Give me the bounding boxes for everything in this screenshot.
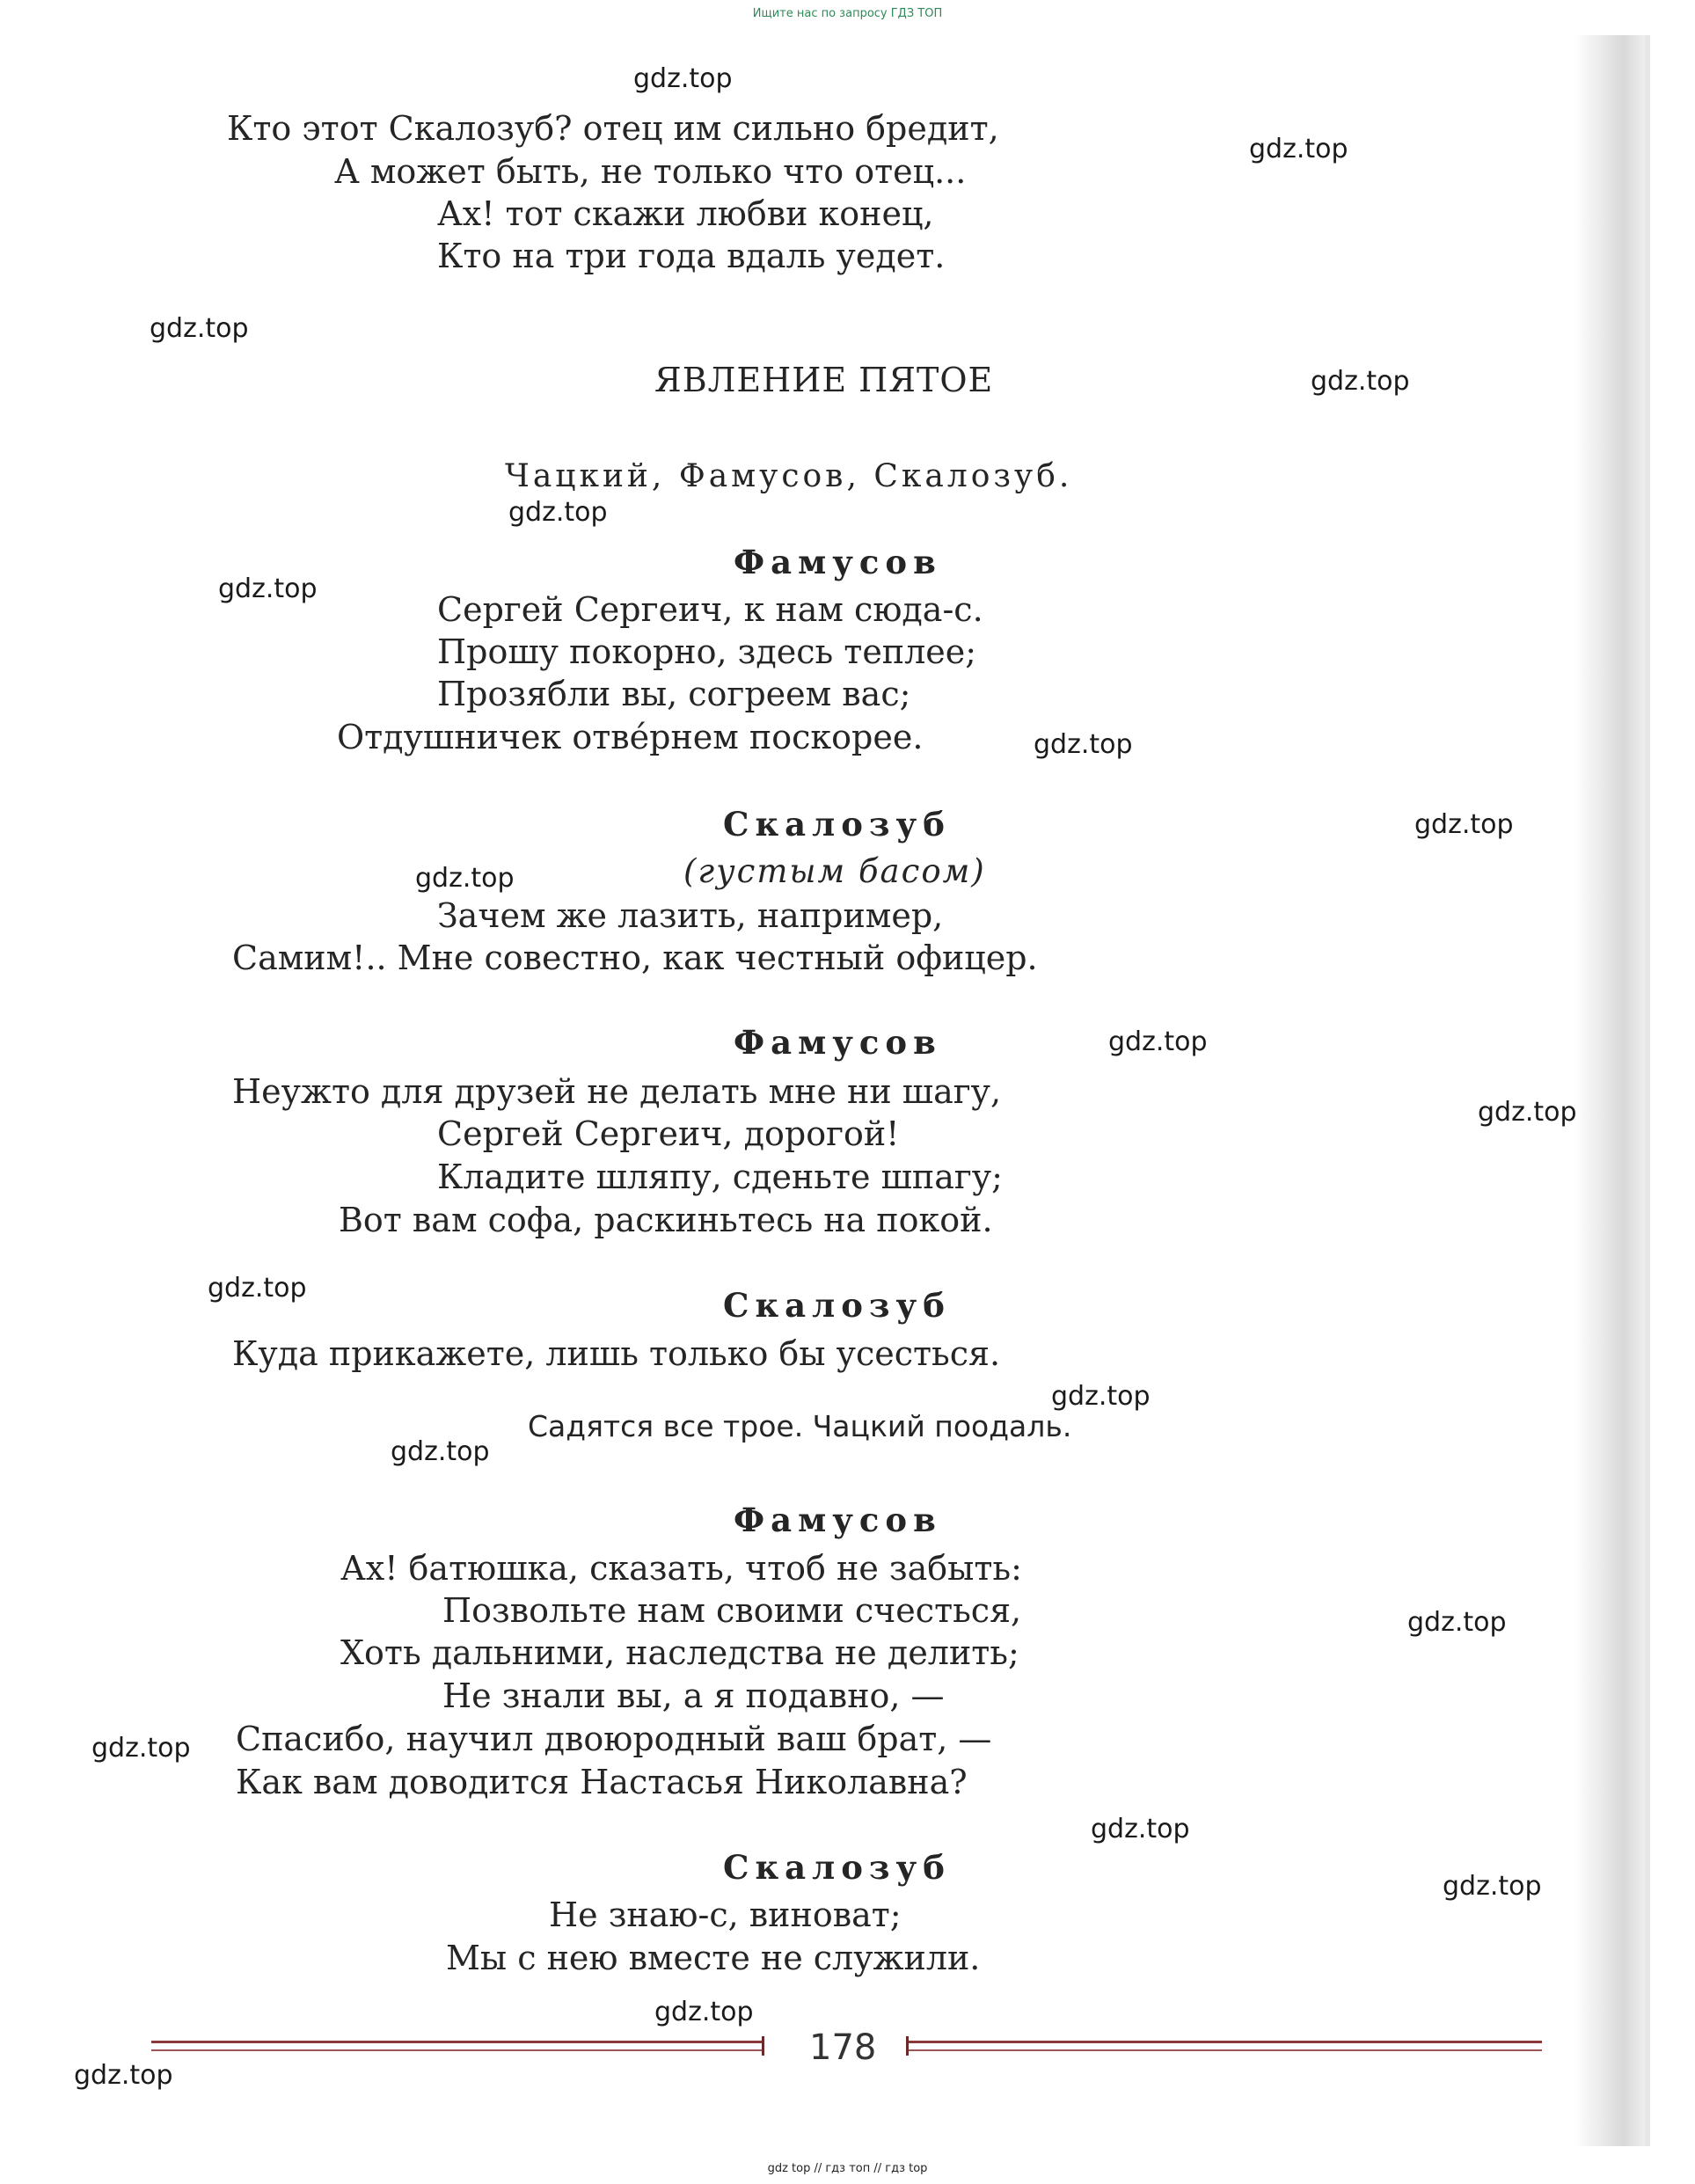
speaker-name: Фамусов <box>734 543 942 581</box>
watermark: gdz.top <box>150 313 249 344</box>
bottom-note: gdz top // гдз топ // гдз top <box>767 2162 928 2175</box>
verse-line: Ах! тот скажи любви конец, <box>437 194 934 233</box>
verse-line: А может быть, не только что отец... <box>334 152 967 191</box>
page-gutter-shadow <box>1574 35 1645 2146</box>
watermark: gdz.top <box>91 1733 191 1764</box>
watermark: gdz.top <box>1051 1381 1151 1412</box>
verse-line: Вот вам софа, раскиньтесь на покой. <box>339 1201 993 1239</box>
verse-line: Кто на три года вдаль уедет. <box>437 237 946 275</box>
footer-rule-cap-right <box>906 2036 909 2056</box>
watermark: gdz.top <box>1249 134 1348 164</box>
verse-line: Позвольте нам своими счесться, <box>442 1591 1022 1630</box>
verse-line: Куда прикажете, лишь только бы усесться. <box>232 1334 1001 1373</box>
verse-line: Не знали вы, а я подавно, — <box>442 1676 945 1715</box>
verse-line: Сергей Сергеич, к нам сюда-с. <box>437 590 983 629</box>
verse-line: Прозябли вы, согреем вас; <box>437 675 911 713</box>
footer-rule-right <box>909 2041 1542 2043</box>
watermark: gdz.top <box>1311 366 1410 397</box>
verse-line: Неужто для друзей не делать мне ни шагу, <box>232 1072 1002 1111</box>
watermark: gdz.top <box>218 573 318 604</box>
watermark: gdz.top <box>508 497 608 528</box>
scene-title: ЯВЛЕНИЕ ПЯТОЕ <box>654 361 994 399</box>
stage-remark: (густым басом) <box>683 852 986 890</box>
watermark: gdz.top <box>654 1997 754 2027</box>
footer-rule-cap-left <box>762 2036 764 2056</box>
footer-rule-left-thin <box>151 2049 763 2051</box>
speaker-name: Скалозуб <box>723 805 951 844</box>
watermark: gdz.top <box>1443 1871 1542 1902</box>
speaker-name: Фамусов <box>734 1023 942 1062</box>
verse-line: Спасибо, научил двоюродный ваш брат, — <box>236 1720 992 1758</box>
verse-line: Ах! батюшка, сказать, чтоб не забыть: <box>340 1549 1022 1588</box>
watermark: gdz.top <box>74 2060 173 2091</box>
verse-line: Сергей Сергеич, дорогой! <box>437 1114 900 1153</box>
verse-line: Кто этот Скалозуб? отец им сильно бредит, <box>227 109 999 148</box>
top-note: Ищите нас по запросу ГДЗ ТОП <box>752 7 943 20</box>
watermark: gdz.top <box>1108 1026 1208 1057</box>
watermark: gdz.top <box>208 1273 307 1304</box>
footer-rule-left <box>151 2041 763 2043</box>
watermark: gdz.top <box>1478 1097 1577 1128</box>
stage-direction: Садятся все трое. Чацкий поодаль. <box>528 1409 1072 1443</box>
watermark: gdz.top <box>1091 1814 1190 1844</box>
watermark: gdz.top <box>1407 1607 1507 1638</box>
watermark: gdz.top <box>415 863 515 894</box>
verse-line: Зачем же лазить, например, <box>437 896 944 935</box>
verse-line: Самим!.. Мне совестно, как честный офицер. <box>232 939 1038 977</box>
verse-line: Мы с нею вместе не служили. <box>446 1939 981 1977</box>
verse-line: Как вам доводится Настасья Николавна? <box>236 1763 968 1801</box>
watermark: gdz.top <box>1034 729 1133 760</box>
verse-line: Отдушничек отве́рнем поскорее. <box>337 718 924 756</box>
speaker-name: Скалозуб <box>723 1848 951 1887</box>
watermark: gdz.top <box>633 63 733 94</box>
verse-line: Хоть дальними, наследства не делить; <box>340 1633 1019 1672</box>
speaker-name: Скалозуб <box>723 1286 951 1325</box>
page-number: 178 <box>809 2027 877 2068</box>
verse-line: Прошу покорно, здесь теплее; <box>437 632 977 671</box>
footer-rule-right-thin <box>909 2049 1542 2051</box>
watermark: gdz.top <box>1414 809 1514 840</box>
speaker-name: Фамусов <box>734 1501 942 1539</box>
verse-line: Кладите шляпу, сденьте шпагу; <box>437 1158 1003 1196</box>
verse-line: Не знаю-с, виноват; <box>549 1895 902 1934</box>
page-edge <box>1645 35 1650 2146</box>
watermark: gdz.top <box>391 1436 490 1467</box>
scene-cast: Чацкий, Фамусов, Скалозуб. <box>505 458 1073 494</box>
